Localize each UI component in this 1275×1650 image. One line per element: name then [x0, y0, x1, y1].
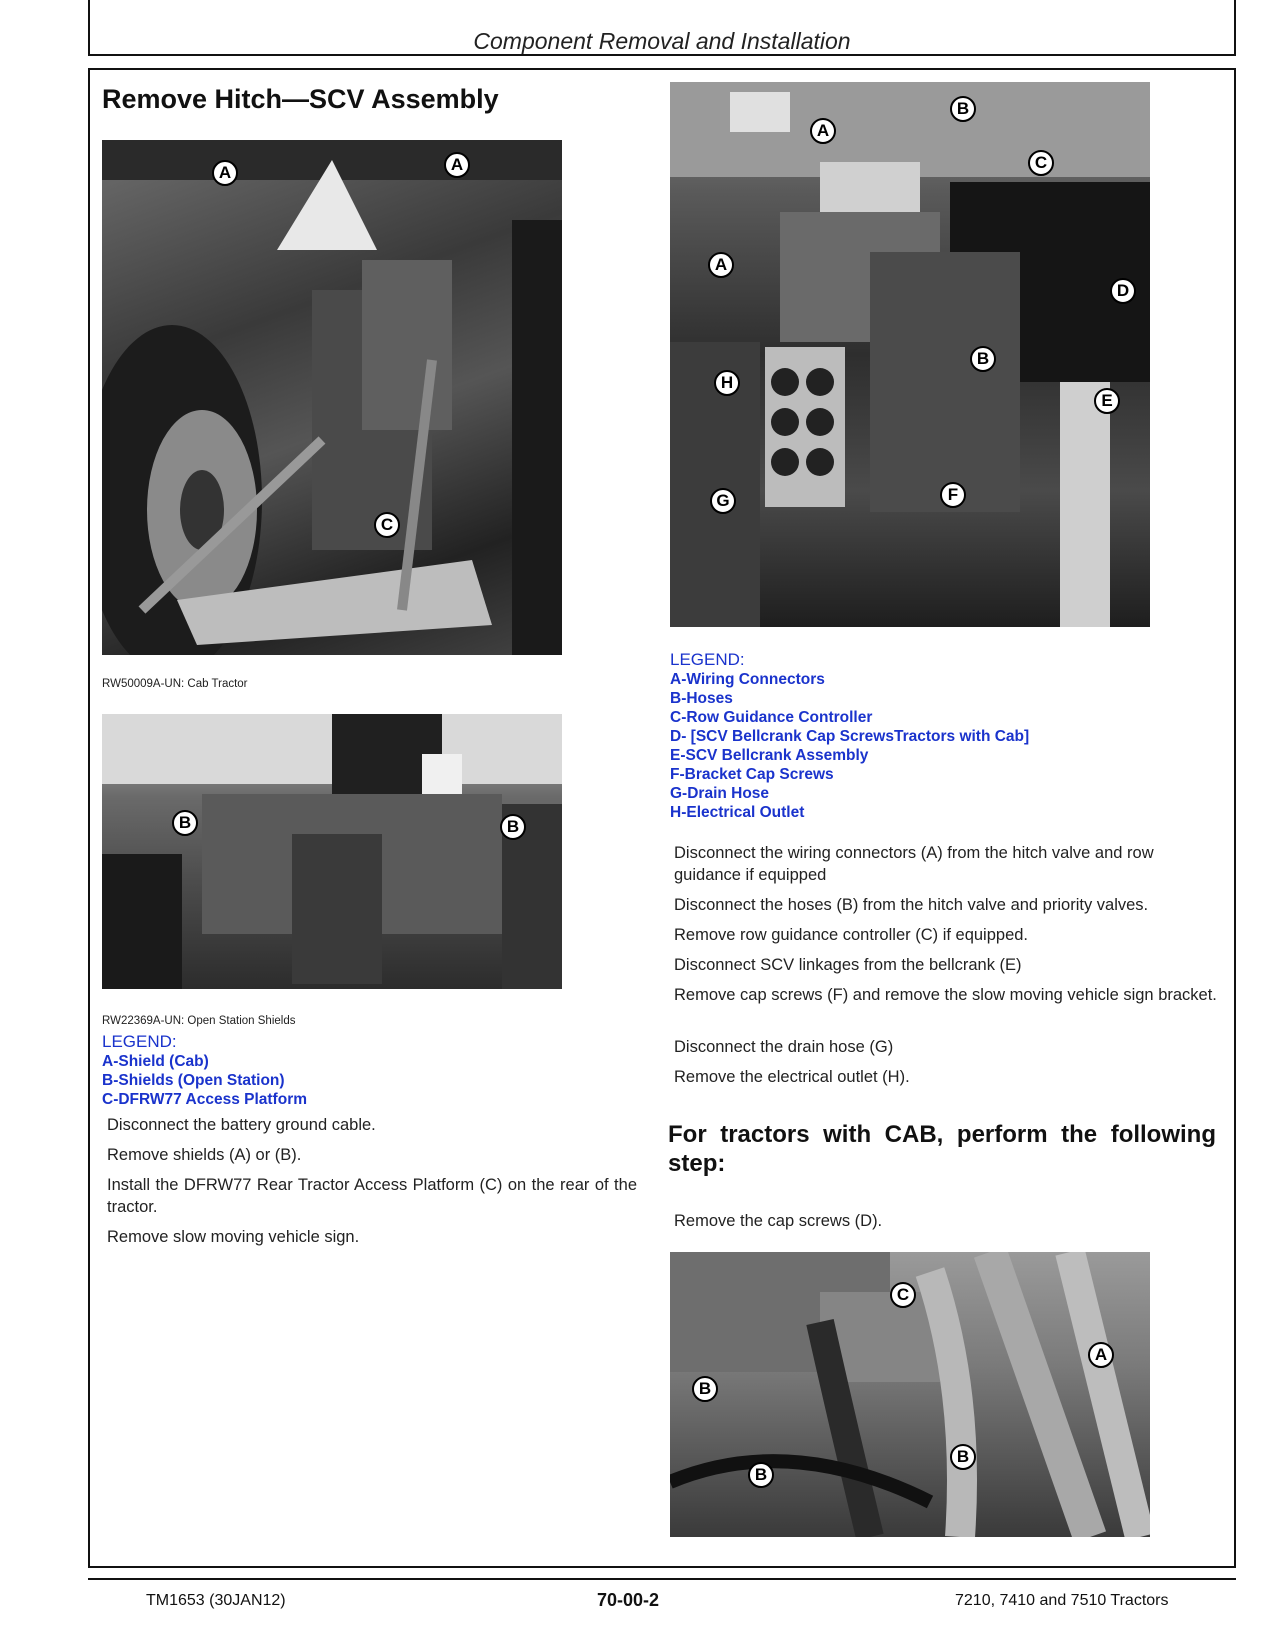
footer-models: 7210, 7410 and 7510 Tractors: [955, 1592, 1169, 1609]
legend-right-item: E-SCV Bellcrank Assembly: [670, 747, 869, 764]
step-right: Remove cap screws (F) and remove the slow moving vehicle sign bracket.: [674, 986, 1217, 1004]
step-right: Disconnect the hoses (B) from the hitch valve and priority valves.: [674, 896, 1149, 914]
figure-hitch-valve-illustration: [670, 82, 1150, 627]
callout-g: G: [710, 488, 736, 514]
figure-cab-tractor-illustration: [102, 140, 562, 655]
callout-a-top: A: [810, 118, 836, 144]
callout-b-bottom: B: [748, 1462, 774, 1488]
callout-b-top: B: [950, 96, 976, 122]
step-right: Disconnect the drain hose (G): [674, 1038, 894, 1056]
legend-left: [102, 1032, 307, 1109]
step-left: Install the DFRW77 Rear Tractor Access Platform (C) on the rear of the tractor.: [107, 1176, 637, 1216]
cab-subtitle: For tractors with CAB, perform the following step:: [668, 1121, 1216, 1177]
callout-a: A: [1088, 1342, 1114, 1368]
step-right: Remove the electrical outlet (H).: [674, 1068, 910, 1086]
legend-right-item: C-Row Guidance Controller: [670, 709, 873, 726]
callout-e: E: [1094, 388, 1120, 414]
callout-b-left: B: [692, 1376, 718, 1402]
callout-a-left: A: [708, 252, 734, 278]
legend-right: [670, 650, 1029, 822]
footer-rule: [88, 1578, 1236, 1580]
legend-left-heading: LEGEND:: [102, 1032, 177, 1051]
figure-open-station-photo: [102, 714, 562, 989]
callout-f: F: [940, 482, 966, 508]
page-header-title: Component Removal and Installation: [473, 28, 851, 54]
figure-hitch-valve-photo: [670, 82, 1150, 627]
step-left: Remove shields (A) or (B).: [107, 1146, 302, 1164]
legend-right-item: B-Hoses: [670, 690, 733, 707]
callout-h: H: [714, 370, 740, 396]
cab-step: Remove the cap screws (D).: [674, 1212, 883, 1230]
figure-cab-tractor-photo: [102, 140, 562, 655]
step-right: Disconnect the wiring connectors (A) from the hitch valve and row guidance if equipped: [674, 844, 1154, 884]
callout-b-mid: B: [970, 346, 996, 372]
callout-d: D: [1110, 278, 1136, 304]
legend-right-item: H-Electrical Outlet: [670, 804, 805, 821]
section-title: Remove Hitch—SCV Assembly: [102, 84, 499, 114]
footer-doc-id: TM1653 (30JAN12): [146, 1592, 286, 1609]
legend-left-item: C-DFRW77 Access Platform: [102, 1091, 308, 1108]
footer-page-number: 70-00-2: [597, 1590, 660, 1610]
legend-right-heading: LEGEND:: [670, 650, 745, 669]
figure-open-station-illustration: [102, 714, 562, 989]
callout-c: C: [374, 512, 400, 538]
figure-caption-open-station: RW22369A-UN: Open Station Shields: [102, 1015, 296, 1027]
callout-b-right: B: [950, 1444, 976, 1470]
step-right: Disconnect SCV linkages from the bellcrank (E): [674, 956, 1022, 974]
legend-right-item: F-Bracket Cap Screws: [670, 766, 834, 783]
callout-c: C: [1028, 150, 1054, 176]
figure-caption-cab: RW50009A-UN: Cab Tractor: [102, 678, 248, 690]
legend-left-item: B-Shields (Open Station): [102, 1072, 285, 1089]
callout-a-right: A: [444, 152, 470, 178]
legend-right-item: A-Wiring Connectors: [670, 671, 825, 688]
figure-bellcrank-photo: [670, 1252, 1150, 1537]
callout-a-left: A: [212, 160, 238, 186]
legend-right-item: D- [SCV Bellcrank Cap ScrewsTractors with Cab]: [670, 728, 1030, 745]
callout-b-right: B: [500, 814, 526, 840]
step-left: Disconnect the battery ground cable.: [107, 1116, 376, 1134]
legend-left-item: A-Shield (Cab): [102, 1053, 209, 1070]
callout-c: C: [890, 1282, 916, 1308]
step-right: Remove row guidance controller (C) if equipped.: [674, 926, 1029, 944]
step-left: Remove slow moving vehicle sign.: [107, 1228, 360, 1246]
callout-b-left: B: [172, 810, 198, 836]
legend-right-item: G-Drain Hose: [670, 785, 770, 802]
